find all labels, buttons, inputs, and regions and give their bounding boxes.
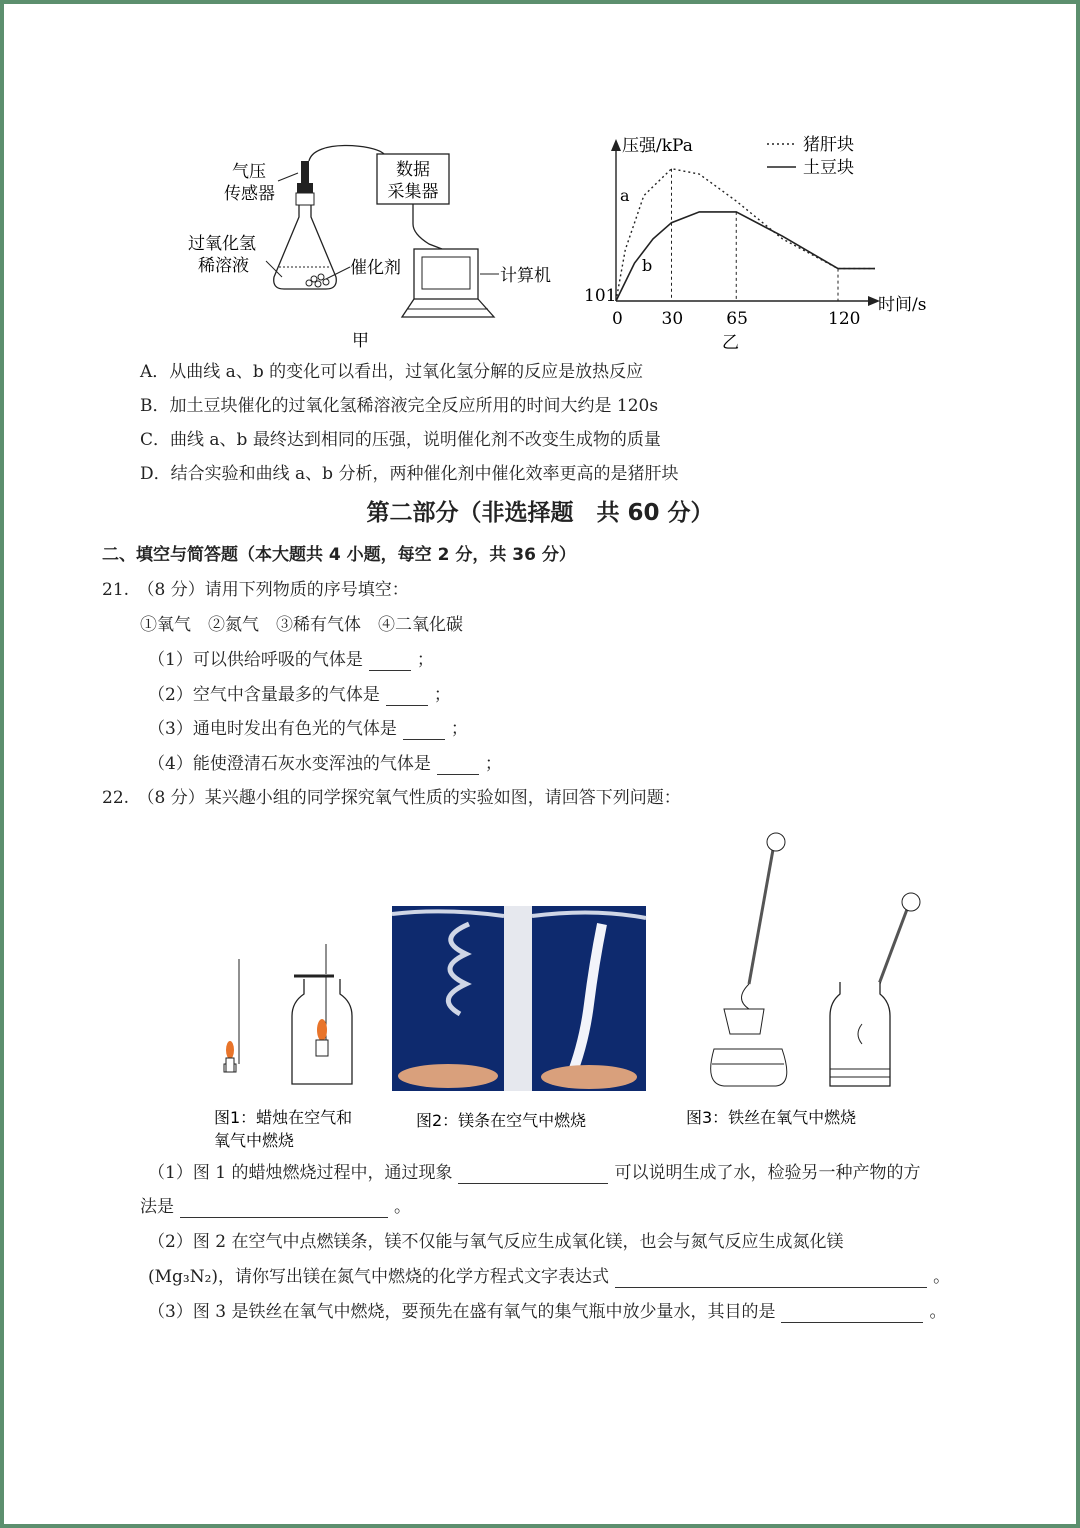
x-tick-0: 0: [612, 309, 623, 329]
x-tick-65: 65: [726, 309, 748, 329]
magnesium-photo-left: [392, 906, 504, 1091]
section-two-header: 二、填空与简答题（本大题共 4 小题，每空 2 分，共 36 分）: [102, 545, 576, 565]
q22-sub1-line1: （1）图 1 的蜡烛燃烧过程中，通过现象 可以说明生成了水，检验另一种产物的方: [148, 1163, 921, 1183]
y-axis-label: 压强/kPa: [622, 136, 693, 156]
option-c: C．曲线 a、b 最终达到相同的压强，说明催化剂不改变生成物的质量: [140, 430, 661, 450]
answer-blank[interactable]: [781, 1304, 923, 1323]
series-line-liver: [616, 169, 875, 301]
pressure-sensor-icon: [301, 161, 309, 183]
conical-flask-icon: [274, 205, 337, 289]
solution-label-1: 过氧化氢: [188, 234, 256, 254]
option-a: A．从曲线 a、b 的变化可以看出，过氧化氢分解的反应是放热反应: [140, 362, 644, 382]
fig2-caption: 图2：镁条在空气中燃烧: [416, 1111, 587, 1130]
option-b: B．加土豆块催化的过氧化氢稀溶液完全反应所用的时间大约是 120s: [140, 396, 659, 416]
answer-blank[interactable]: [615, 1269, 927, 1288]
answer-blank[interactable]: [437, 756, 479, 775]
q21-sub1: （1）可以供给呼吸的气体是 ；: [148, 650, 434, 670]
fig1-caption-1: 图1：蜡烛在空气和: [214, 1108, 353, 1127]
option-d: D．结合实验和曲线 a、b 分析，两种催化剂中催化效率更高的是猪肝块: [140, 464, 679, 484]
q22-sub1-line2: 法是 。: [140, 1197, 411, 1217]
answer-blank[interactable]: [403, 721, 445, 740]
answer-blank[interactable]: [458, 1165, 608, 1184]
q22-sub2-line2: (Mg₃N₂)，请你写出镁在氮气中燃烧的化学方程式文字表达式 。: [148, 1267, 951, 1287]
computer-icon: [402, 249, 494, 317]
q22-sub3: （3）图 3 是铁丝在氧气中燃烧，要预先在盛有氧气的集气瓶中放少量水，其目的是 。: [148, 1302, 947, 1322]
q21-sub4: （4）能使澄清石灰水变浑浊的气体是 ；: [148, 754, 502, 774]
pressure-time-chart: [574, 129, 954, 354]
q22-stem: 22. （8 分）某兴趣小组的同学探究氧气性质的实验如图，请回答下列问题：: [102, 788, 681, 808]
q21-sub3: （3）通电时发出有色光的气体是 ；: [148, 719, 468, 739]
q21-choices: ①氧气 ②氮气 ③稀有气体 ④二氧化碳: [140, 615, 463, 635]
diagram-jia-caption: 甲: [352, 331, 369, 351]
legend-potato: 土豆块: [803, 158, 854, 178]
candle-in-air-icon: [224, 959, 239, 1072]
q21-sub2: （2）空气中含量最多的气体是 ；: [148, 685, 451, 705]
iron-wire-lamp-icon: [711, 833, 787, 1086]
x-tick-30: 30: [661, 309, 684, 329]
q22-figures: [204, 824, 924, 1154]
x-tick-120: 120: [828, 309, 861, 329]
apparatus-diagram: [174, 139, 574, 354]
fig1-caption-2: 氧气中燃烧: [214, 1131, 295, 1150]
catalyst-label: 催化剂: [350, 258, 401, 278]
collector-label-2: 采集器: [387, 182, 439, 202]
series-line-potato: [616, 212, 875, 301]
x-axis-label: 时间/s: [878, 295, 927, 315]
collector-label-1: 数据: [396, 160, 430, 180]
answer-blank[interactable]: [369, 652, 411, 671]
iron-wire-oxygen-jar-icon: [830, 893, 920, 1086]
y-tick-101: 101: [584, 286, 617, 306]
q21-stem: 21. （8 分）请用下列物质的序号填空：: [102, 580, 409, 600]
sensor-label-1: 气压: [232, 162, 266, 182]
part-two-title: 第二部分（非选择题 共 60 分）: [366, 500, 714, 526]
curve-label-a: a: [620, 186, 630, 205]
chart-yi-caption: 乙: [722, 333, 739, 353]
q22-sub2-line1: （2）图 2 在空气中点燃镁条，镁不仅能与氧气反应生成氧化镁，也会与氮气反应生成氮化镁: [148, 1232, 844, 1252]
answer-blank[interactable]: [386, 687, 428, 706]
fig3-caption: 图3：铁丝在氧气中燃烧: [686, 1108, 857, 1127]
candle-in-oxygen-jar-icon: [292, 944, 352, 1084]
computer-label: 计算机: [500, 266, 551, 286]
curve-label-b: b: [642, 256, 653, 275]
legend-liver: 猪肝块: [803, 135, 854, 155]
solution-label-2: 稀溶液: [198, 256, 249, 276]
sensor-label-2: 传感器: [224, 184, 275, 204]
answer-blank[interactable]: [180, 1199, 388, 1218]
magnesium-photo-right: [532, 906, 646, 1091]
